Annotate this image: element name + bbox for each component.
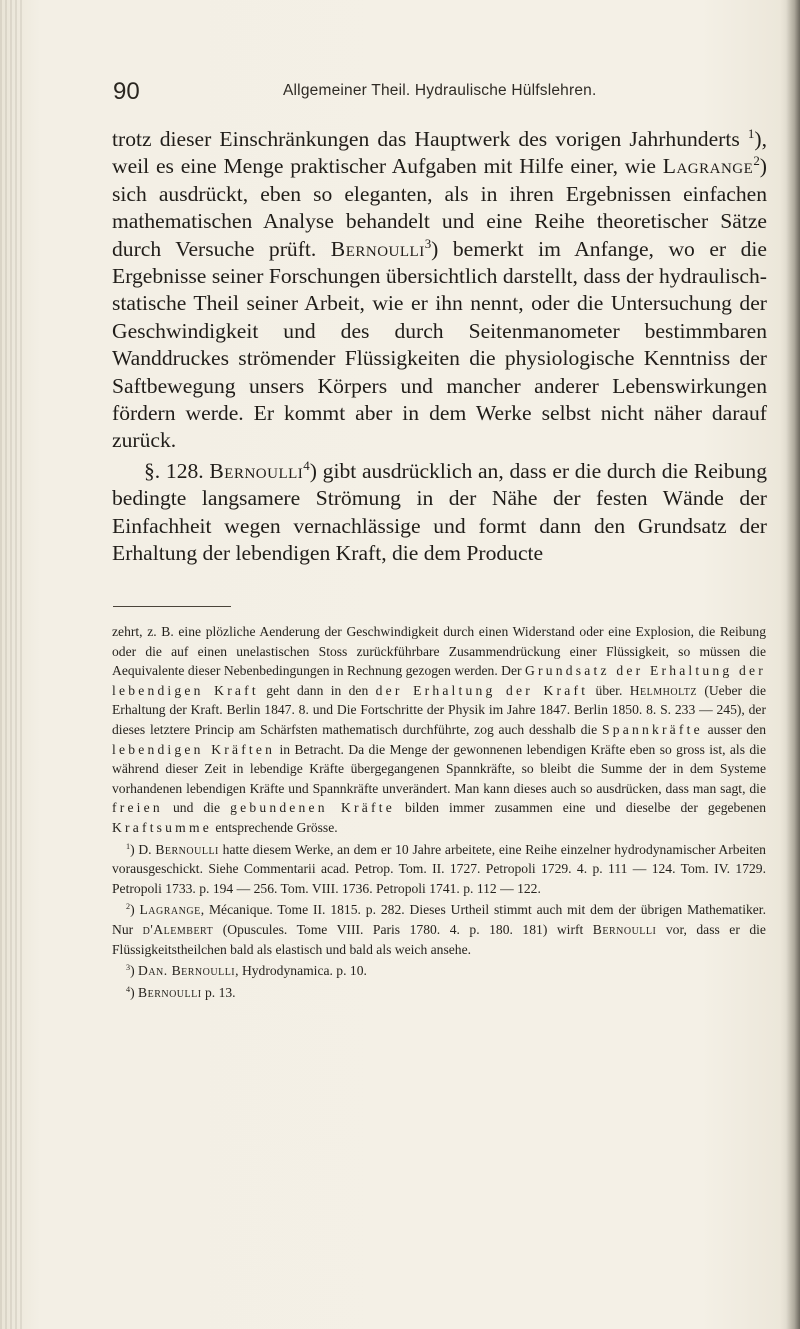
footnote-mark: 3 <box>126 963 131 973</box>
text-span: bilden immer zusammen eine und dieselbe der gegebenen <box>405 800 767 816</box>
author-name: Bernoulli <box>155 841 219 857</box>
page-gutter-shadow <box>0 0 22 1329</box>
page-edge-shadow <box>786 0 800 1329</box>
footnote-ref: 4 <box>303 458 310 474</box>
page-header <box>113 78 753 110</box>
author-name: Bernoulli <box>330 236 425 261</box>
footnote-mark: 4 <box>126 984 131 994</box>
text-span: geht dann in den <box>266 682 369 698</box>
text-span: ), weil es eine Menge praktischer Aufgaben mit Hilfe einer, wie <box>112 127 767 179</box>
text-span: (Ueber die Erhaltung der Kraft. Berlin 1847. 8. und Die Fortschritte der Physik im Jahre 1847. Berlin 1850. 8. S. 233 — 245), der dieses letztere Princip am Schärfsten mathematisch durchführte, zog auch desshalb die <box>112 682 767 737</box>
footnote-divider <box>113 606 231 607</box>
text-span: zehrt, z. B. eine plözliche Aenderung der Geschwindigkeit durch einen Widerstand oder eine Explosion, die Reibung oder die auf einen unelastischen Stoss zurückführbare Zusammendrückung einer Flüssigkeit, so müssen die Aequivalente dieser Nebenbedingungen in Rechnung gezogen werden. Der <box>112 624 766 679</box>
section-number: §. 128. <box>144 458 204 483</box>
footnote-continuation <box>112 622 766 838</box>
footnote-ref: 3 <box>424 235 432 251</box>
footnote-ref: 2 <box>753 153 760 169</box>
text-span: trotz dieser Einschränkungen das Hauptwerk des vorigen Jahrhunderts <box>112 127 740 151</box>
page-number: 90 <box>113 78 140 105</box>
footnote-3: $^3$) Dan. Bernoulli, Hydrodynamica. p. 10. <box>126 963 367 979</box>
emphasis: der Erhaltung der Kraft <box>375 682 589 698</box>
emphasis: lebendigen Kräften <box>112 741 276 757</box>
text-span: in Betracht. Da die Menge der gewonnenen lebendigen Kräfte eben so gross ist, als die während dieser Zeit in lebendige Kräfte übergegangenen Spannkräfte, so bleibt die Summe der in dem Systeme vorhandenen lebendigen Kräfte und Spannkräfte unverändert. Man kann dieses auch so ausdrücken, dass man sagt, die <box>112 741 766 796</box>
text-span: hatte diesem Werke, an dem er 10 Jahre arbeitete, eine Reihe einzelner hydrodynamischer Arbeiten vorausgeschickt. Siehe Commentarii acad. Petrop. Tom. II. 1727. Petropoli 1729. 4. p. 111 — 124. Tom. IV. 1729. Petropoli 1733. p. 194 — 256. Tom. VIII. 1736. Petropoli 1741. p. 112 — 122. <box>112 841 766 896</box>
footnote-2: $^2$) Lagrange, Mécanique. Tome II. 1815. p. 282. Dieses Urtheil stimmt auch mit dem der übrigen Mathematiker. Nur d'Alembert (Opuscules. Tome VIII. Paris 1780. 4. p. 180. 181) wirft Bernoulli vor, dass er die Flüssigkeitstheilchen bald als elastisch und bald als weich ansehe. <box>112 902 766 957</box>
emphasis: freien <box>112 800 163 816</box>
emphasis: gebundenen Kräfte <box>230 800 395 816</box>
footnote-mark: 2 <box>126 902 131 912</box>
footnotes <box>112 622 766 1002</box>
author-name: Lagrange <box>662 154 754 179</box>
text-span: vor, dass er die Flüssigkeitstheilchen bald als elastisch und bald als weich ansehe. <box>112 921 766 957</box>
emphasis: Spannkräfte <box>601 721 703 737</box>
footnote-1: $^1$) D. Bernoulli hatte diesem Werke, an dem er 10 Jahre arbeitete, eine Reihe einzelner hydrodynamischer Arbeiten vorausgeschickt. Siehe Commentarii acad. Petrop. Tom. II. 1727. Petropoli 1729. 4. p. 111 — 124. Tom. IV. 1729. Petropoli 1733. p. 194 — 256. Tom. VIII. 1736. Petropoli 1741. p. 112 — 122. <box>112 841 766 896</box>
author-name: Bernoulli <box>592 921 657 937</box>
text-span: ) gibt ausdrücklich an, dass er die durch die Reibung bedingte langsamere Strömung in der Nähe der festen Wände der Einfachheit wegen vernachlässige und formt dann den Grundsatz der Erhaltung der lebendigen Kraft, die dem Producte <box>112 458 767 566</box>
author-name: Lagrange <box>139 902 201 918</box>
text-span: , Mécanique. Tome II. 1815. p. 282. Dieses Urtheil stimmt auch mit dem der übrigen Mathematiker. Nur <box>112 902 766 937</box>
text-span: p. 13. <box>204 984 236 1000</box>
text-span: (Opuscules. Tome VIII. Paris 1780. 4. p. 180. 181) wirft <box>222 921 584 937</box>
text-span: entsprechende Grösse. <box>215 819 338 835</box>
running-head: Allgemeiner Theil. Hydraulische Hülfslehren. <box>283 82 597 99</box>
footnote-mark: 1 <box>126 841 131 851</box>
text-span: ) bemerkt im Anfange, wo er die Ergebnisse seiner Forschungen übersichtlich darstellt, dass der hydraulisch-statische Theil seiner Arbeit, wie er ihn nennt, oder die Untersuchung der Geschwindigkeit und des durch Seitenmanometer bestimmbaren Wanddruckes strömender Flüssigkeiten die physiologische Kenntniss der Saftbewegung unsers Körpers und mancher anderer Lebenswirkungen fördern werde. Er kommt aber in dem Werke selbst nicht näher darauf zurück. <box>112 236 767 453</box>
author-name: Bernoulli <box>138 984 202 1000</box>
main-text <box>112 126 767 568</box>
text-span: , Hydrodynamica. p. 10. <box>235 963 367 979</box>
footnote-4: $^4$) Bernoulli p. 13. <box>126 984 236 1000</box>
emphasis: Kraftsumme <box>112 819 212 835</box>
text-span: ) sich ausdrückt, eben so eleganten, als in ihren Ergebnissen einfachen mathematischen Analyse behandelt und eine Reihe theoretischer Sätze durch Versuche prüft. <box>112 154 767 261</box>
footnote-ref: 1 <box>747 126 755 142</box>
text-span: ausser den <box>707 721 767 737</box>
author-name: Helmholtz <box>629 682 697 698</box>
text-span: über. <box>595 682 623 698</box>
text-span: D. <box>138 841 152 857</box>
text-span: und die <box>172 800 221 816</box>
author-name: Dan. Bernoulli <box>138 963 236 979</box>
emphasis: Grundsatz der Erhaltung der lebendigen Kraft <box>112 663 766 698</box>
paragraph-1 <box>112 126 767 455</box>
paragraph-2 <box>112 458 767 568</box>
author-name: Bernoulli <box>209 458 304 483</box>
author-name: d'Alembert <box>142 921 214 937</box>
